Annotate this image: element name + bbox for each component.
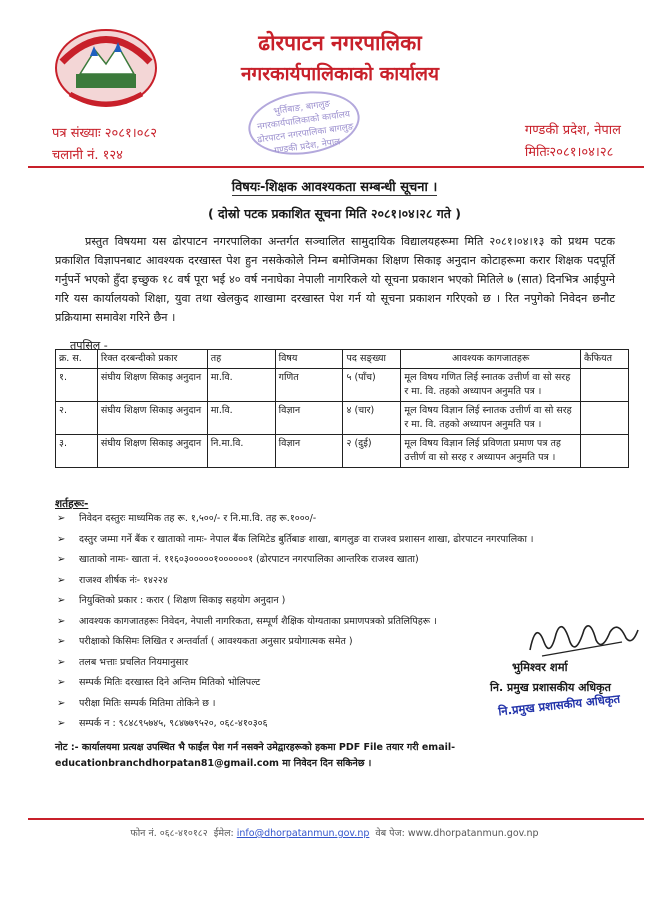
arrow-bullet-icon: ➢ bbox=[57, 677, 66, 688]
arrow-bullet-icon: ➢ bbox=[57, 554, 66, 565]
note-text: नोट :- कार्यालयमा प्रत्यक्ष उपस्थित भै फाईल पेश गर्न नसक्ने उमेद्वारहरूको हकमा PDF File तयार गरी email-educationbranchdhorpatan81@gmail.com मा निवेदन दिन सकिनेछ । bbox=[55, 742, 456, 769]
footer-contact bbox=[0, 826, 669, 839]
signatory-stamp: नि.प्रमुख प्रशासकीय अधिकृत bbox=[497, 691, 621, 719]
list-item bbox=[55, 635, 555, 649]
letter-number: पत्र संख्याः २०८१।०८२ bbox=[52, 126, 157, 141]
table-row bbox=[56, 369, 629, 402]
arrow-bullet-icon: ➢ bbox=[57, 656, 66, 668]
term-text: आवश्यक कागजातहरूः निवेदन, नेपाली नागरिकता, सम्पूर्ण शैक्षिक योग्यताका प्रमाणपत्रको प्रतिलिपिहरू । bbox=[79, 615, 437, 627]
arrow-bullet-icon: ➢ bbox=[57, 718, 66, 729]
second-publication-line: ( दोस्रो पटक प्रकाशित सूचना मिति २०८१।०४।२८ गते ) bbox=[207, 206, 462, 221]
list-item bbox=[55, 656, 555, 670]
cell-sn: २. bbox=[56, 402, 98, 435]
table-row bbox=[56, 435, 629, 468]
footer-email-link[interactable]: info@dhorpatanmun.gov.np bbox=[236, 828, 370, 839]
cell-level: मा.वि. bbox=[207, 402, 275, 435]
cell-remarks bbox=[581, 402, 629, 435]
term-text: सम्पर्क न : ९८४८९५७४५, ९८४७७९५२०, ०६८-४१०३०६ bbox=[79, 718, 268, 729]
dispatch-number: चलानी नं. १२४ bbox=[52, 148, 123, 163]
municipality-name: ढोरपाटन नगरपालिका bbox=[258, 31, 422, 55]
subject-text: विषयः-शिक्षक आवश्यकता सम्बन्धी सूचना । bbox=[231, 180, 438, 195]
term-text: दस्तुर जम्मा गर्ने बैंक र खाताको नामः- नेपाल बैंक लिमिटेड बुर्तिबाङ शाखा, बागलुङ वा राजश्व प्रशासन शाखा, ढोरपाटन नगरपालिका । bbox=[79, 533, 534, 545]
cell-documents: मूल विषय विज्ञान लिई स्नातक उत्तीर्ण वा सो सरह र मा. वि. तहको अध्यापन अनुमति पत्र । bbox=[401, 402, 581, 435]
table-header-row bbox=[56, 350, 629, 369]
term-text: तलब भत्ताः प्रचलित नियमानुसार bbox=[79, 656, 189, 668]
footer-email-label: ईमेल: bbox=[213, 828, 234, 839]
cell-sn: ३. bbox=[56, 435, 98, 468]
cell-sn: १. bbox=[56, 369, 98, 402]
footer-website[interactable]: www.dhorpatanmun.gov.np bbox=[407, 828, 539, 839]
list-item bbox=[55, 512, 555, 526]
list-item bbox=[55, 574, 555, 588]
subject-line bbox=[0, 177, 669, 195]
term-text: सम्पर्क मितिः दरखास्त दिने अन्तिम मितिको भोलिपल्ट bbox=[79, 677, 261, 688]
header-subject: विषय bbox=[275, 350, 343, 369]
term-text: राजश्व शीर्षक नंः- १४२२४ bbox=[79, 574, 168, 586]
header-divider bbox=[28, 166, 644, 168]
cell-remarks bbox=[581, 369, 629, 402]
nepal-emblem-icon bbox=[50, 22, 162, 110]
notice-body: प्रस्तुत विषयमा यस ढोरपाटन नगरपालिका अन्तर्गत सञ्चालित सामुदायिक विद्यालयहरूमा मिति २०८१।०४।१३ को प्रथम पटक प्रकाशित विज्ञापनबाट आवश्यक दरखास्त पेश हुन नसकेकोले निम्न बमोजिमका शिक्षण सिकाइ अनुदान कोटाहरूमा करार शिक्षक पदपूर्ति गर्नुपर्ने भएको हुँदा इच्छुक १८ वर्ष पूरा भई ४० वर्ष ननाघेका नेपाली नागरिकले यो सूचना प्रकाशन भएको मितिले ७ (सात) दिनभित्र आईपुग्ने गरि यस कार्यालयको शिक्षा, युवा तथा खेलकुद शाखामा दरखास्त पेश गर्न यो सूचना प्रकाशन गरिएको छ । रित नपुगेको निवेदन छनौट प्रक्रियामा समावेश गरिने छैन । bbox=[55, 235, 615, 324]
cell-level: नि.मा.वि. bbox=[207, 435, 275, 468]
term-text: परीक्षाको किसिमः लिखित र अन्तर्वार्ता ( आवश्यकता अनुसार प्रयोगात्मक समेत ) bbox=[79, 636, 353, 647]
header-level: तह bbox=[207, 350, 275, 369]
list-item bbox=[55, 615, 555, 629]
footer-divider bbox=[28, 818, 644, 820]
arrow-bullet-icon: ➢ bbox=[57, 533, 66, 545]
terms-heading: शर्तहरूः- bbox=[55, 498, 89, 510]
header-post-type: रिक्त दरबन्दीको प्रकार bbox=[97, 350, 207, 369]
vacancy-table bbox=[55, 349, 629, 468]
cell-subject: विज्ञान bbox=[275, 435, 343, 468]
cell-documents: मूल विषय विज्ञान लिई प्रविणता प्रमाण पत्र तह उत्तीर्ण वा सो सरह र अध्यापन अनुमति पत्र । bbox=[401, 435, 581, 468]
cell-level: मा.वि. bbox=[207, 369, 275, 402]
office-name: नगरकार्यपालिकाको कार्यालय bbox=[240, 63, 440, 85]
footer-phone: फोन नं. ०६८-४१०१८२ bbox=[130, 828, 208, 839]
list-item bbox=[55, 676, 555, 690]
arrow-bullet-icon: ➢ bbox=[57, 636, 66, 647]
list-item bbox=[55, 717, 555, 731]
cell-remarks bbox=[581, 435, 629, 468]
office-stamp: भुर्तिबाङ, बागलुङ नगरकार्यपालिकाको कार्यालय ढोरपाटन नगरपालिका बागलुङ गण्डकी प्रदेश, नेपाल bbox=[244, 85, 364, 162]
list-item bbox=[55, 553, 555, 567]
terms-list bbox=[55, 512, 555, 738]
list-item bbox=[55, 697, 555, 711]
arrow-bullet-icon: ➢ bbox=[57, 697, 66, 709]
table-row bbox=[56, 402, 629, 435]
arrow-bullet-icon: ➢ bbox=[57, 615, 66, 627]
letter-date: मितिः२०८१।०४।२८ bbox=[524, 145, 614, 160]
header-post-count: पद सङ्ख्या bbox=[343, 350, 401, 369]
cell-post-count: ४ (चार) bbox=[343, 402, 401, 435]
arrow-bullet-icon: ➢ bbox=[57, 513, 66, 524]
details-label: तपसिल - bbox=[70, 339, 108, 352]
cell-post-type: संघीय शिक्षण सिकाइ अनुदान bbox=[97, 402, 207, 435]
term-text: खाताको नामः- खाता नं. ११६०३०००००१००००००१ (ढोरपाटन नगरपालिका आन्तरिक राजश्व खाता) bbox=[79, 554, 419, 565]
term-text: परीक्षा मितिः सम्पर्क मितिमा तोकिने छ । bbox=[79, 697, 216, 709]
header-remarks: कैफियत bbox=[581, 350, 629, 369]
cell-post-type: संघीय शिक्षण सिकाइ अनुदान bbox=[97, 435, 207, 468]
list-item bbox=[55, 594, 555, 608]
reference-block-left bbox=[52, 123, 157, 167]
footer-web-label: वेब पेज: bbox=[375, 828, 405, 839]
cell-post-type: संघीय शिक्षण सिकाइ अनुदान bbox=[97, 369, 207, 402]
cell-documents: मूल विषय गणित लिई स्नातक उत्तीर्ण वा सो सरह र मा. वि. तहको अध्यापन अनुमति पत्र । bbox=[401, 369, 581, 402]
province-label: गण्डकी प्रदेश, नेपाल bbox=[524, 123, 621, 138]
arrow-bullet-icon: ➢ bbox=[57, 595, 66, 606]
cell-subject: गणित bbox=[275, 369, 343, 402]
cell-subject: विज्ञान bbox=[275, 402, 343, 435]
list-item bbox=[55, 533, 555, 547]
arrow-bullet-icon: ➢ bbox=[57, 574, 66, 586]
reference-block-right bbox=[525, 120, 621, 164]
term-text: नियुक्तिको प्रकार : करार ( शिक्षण सिकाइ सहयोग अनुदान ) bbox=[79, 595, 286, 606]
header-sn: क्र. स. bbox=[56, 350, 98, 369]
signatory-title: नि. प्रमुख प्रशासकीय अधिकृत bbox=[490, 681, 611, 694]
cell-post-count: ५ (पाँच) bbox=[343, 369, 401, 402]
term-text: निवेदन दस्तुरः माध्यमिक तह रू. १,५००/- र नि.मा.वि. तह रू.१०००/- bbox=[79, 513, 317, 524]
header-documents: आवश्यक कागजातहरू bbox=[401, 350, 581, 369]
cell-post-count: २ (दुई) bbox=[343, 435, 401, 468]
signature-scribble bbox=[522, 612, 642, 664]
signatory-name: भुमिश्वर शर्मा bbox=[512, 660, 568, 674]
